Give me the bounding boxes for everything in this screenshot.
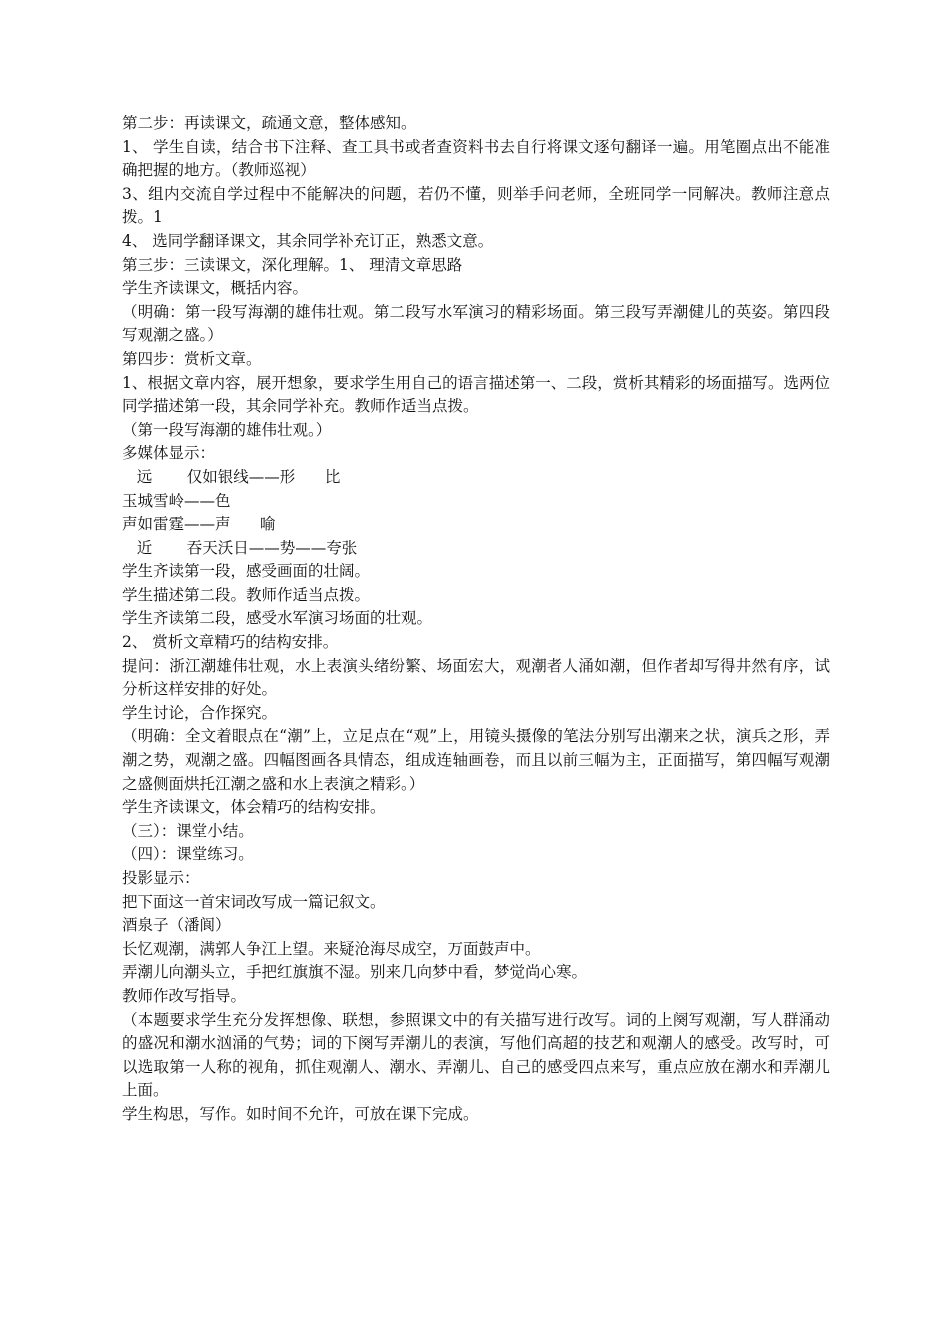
text-line: 把下面这一首宋词改写成一篇记叙文。 <box>122 892 386 911</box>
diagram-line-far: 远 仅如银线——形 比 <box>122 467 341 486</box>
section-practice-heading: （四）：课堂练习。 <box>122 845 254 864</box>
step-four-heading: 第四步：赏析文章。 <box>122 349 262 368</box>
clarification-paragraph: （明确：第一段写海潮的雄伟壮观。第二段写水军演习的精彩场面。第三段写弄潮健儿的英姿。第四段写观潮之盛。） <box>122 302 830 345</box>
text-line: 学生描述第二段。教师作适当点拨。 <box>122 585 371 604</box>
step-two-item-3: 3、组内交流自学过程中不能解决的问题，若仍不懂，则举手问老师，全班同学一同解决。教师注意点拨。1 <box>122 184 830 227</box>
step-three-heading: 第三步：三读课文，深化理解。1、 理清文章思路 <box>122 255 463 274</box>
diagram-line-near: 近 吞天沃日——势——夸张 <box>122 538 358 557</box>
step-four-item-2: 2、 赏析文章精巧的结构安排。 <box>122 633 339 652</box>
text-line: 学生构思，写作。如时间不允许，可放在课下完成。 <box>122 1104 479 1123</box>
step-two-heading: 第二步：再读课文，疏通文意，整体感知。 <box>122 114 417 132</box>
text-line: 学生齐读课文，体会精巧的结构安排。 <box>122 798 386 817</box>
text-line: 学生讨论，合作探究。 <box>122 703 278 722</box>
step-two-item-4: 4、 选同学翻译课文，其余同学补充订正，熟悉文意。 <box>122 231 494 250</box>
multimedia-label: 多媒体显示： <box>122 444 216 463</box>
text-line: （第一段写海潮的雄伟壮观。） <box>122 420 332 439</box>
step-two-item-1: 1、 学生自读，结合书下注释、查工具书或者查资料书去自行将课文逐句翻译一遍。用笔圈点出不能准确把握的地方。（教师巡视） <box>122 137 830 180</box>
document-body <box>122 112 830 1127</box>
text-line: 学生齐读第二段，感受水军演习场面的壮观。 <box>122 609 433 628</box>
guidance-paragraph: （本题要求学生充分发挥想像、联想，参照课文中的有关描写进行改写。词的上阕写观潮，写人群涌动的盛况和潮水汹涌的气势；词的下阕写弄潮儿的表演，写他们高超的技艺和观潮人的感受。改写时，可以选取第一人称的视角，抓住观潮人、潮水、弄潮儿、自己的感受四点来写，重点应放在潮水和弄潮儿上面。 <box>122 1010 830 1100</box>
poem-title: 酒泉子（潘阆） <box>122 916 231 935</box>
clarification-paragraph: （明确：全文着眼点在“潮”上，立足点在“观”上，用镜头摄像的笔法分别写出潮来之状，演兵之形，弄潮之势，观潮之盛。四幅图画各具情态，组成连轴画卷，而且以前三幅为主，正面描写，第四幅写观潮之盛侧面烘托江潮之盛和水上表演之精彩。） <box>122 727 830 793</box>
text-line: 学生齐读课文，概括内容。 <box>122 279 309 298</box>
text-line: 学生齐读第一段，感受画面的壮阔。 <box>122 562 371 581</box>
text-line: 教师作改写指导。 <box>122 986 247 1005</box>
poem-line-2: 弄潮儿向潮头立，手把红旗旗不湿。别来几向梦中看，梦觉尚心寒。 <box>122 963 588 982</box>
diagram-line-sound: 声如雷霆——声 喻 <box>122 515 276 534</box>
question-paragraph: 提问：浙江潮雄伟壮观，水上表演头绪纷繁、场面宏大，观潮者人涌如潮，但作者却写得井然有序，试分析这样安排的好处。 <box>122 656 830 699</box>
step-four-item-1: 1、根据文章内容，展开想象，要求学生用自己的语言描述第一、二段，赏析其精彩的场面描写。选两位同学描述第一段，其余同学补充。教师作适当点拨。 <box>122 373 830 416</box>
diagram-line-color: 玉城雪岭——色 <box>122 491 231 510</box>
poem-line-1: 长忆观潮，满郭人争江上望。来疑沧海尽成空，万面鼓声中。 <box>122 939 541 958</box>
projection-label: 投影显示： <box>122 869 200 887</box>
section-summary-heading: （三）：课堂小结。 <box>122 821 254 840</box>
